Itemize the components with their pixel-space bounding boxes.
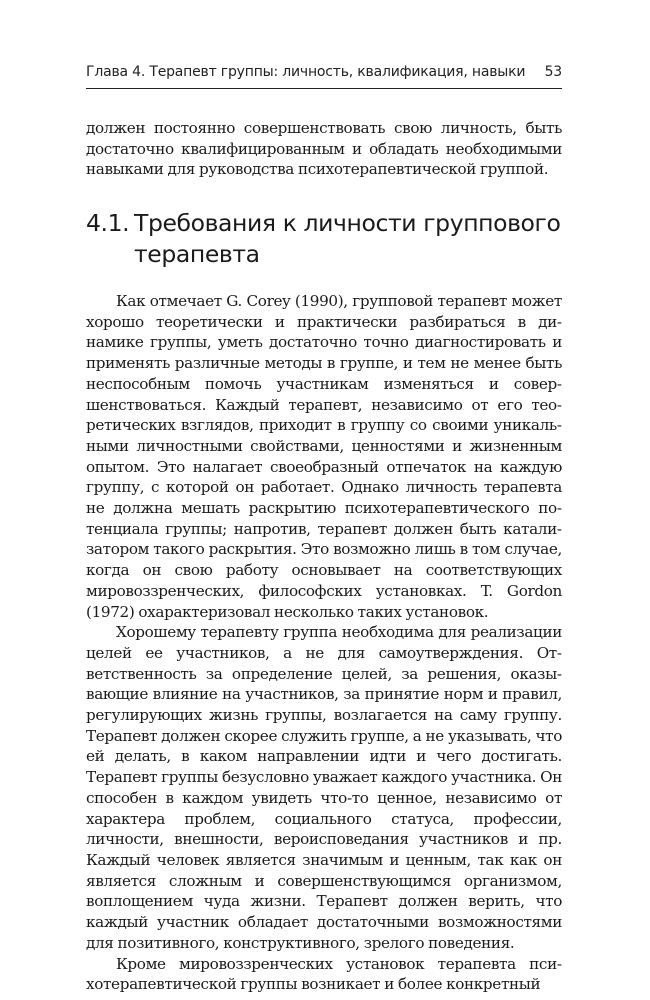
section-title: Требования к личности группового терапевта	[134, 209, 561, 268]
page-number: 53	[544, 64, 562, 80]
paragraph-1: Как отмечает G. Corey (1990), групповой терапевт может хорошо теоретически и практически разбираться в динамике группы, уметь достаточно точно диагностировать и применять различные методы в группе, и тем не менее быть неспособным помочь участникам изменяться и совершенствоваться. Каждый терапевт, независимо от его теоретических взглядов, приходит в группу со своими уникальными личностными свойствами, ценностями и жизненным опытом. Это налагает своеобразный отпечаток на каждую группу, с которой он работает. Однако личность терапевта не должна мешать раскрытию психотерапевтического потенциала группы; напротив, терапевт должен быть катализатором такого раскрытия. Это возможно лишь в том случае, когда он свою работу основывает на соответствующих мировоззренческих, философских установках. T. Gordon (1972) охарактеризовал несколько таких установок.	[86, 292, 562, 621]
lead-paragraph: должен постоянно совершенствовать свою личность, быть достаточно квалифицированным и обладать необходимыми навыками для руководства психотерапевтической группой.	[86, 119, 562, 179]
lead-paragraph-block	[86, 118, 562, 180]
running-header	[86, 62, 562, 89]
book-page	[86, 0, 562, 1000]
body-text	[86, 291, 562, 995]
chapter-title: Глава 4. Терапевт группы: личность, квалификация, навыки	[86, 64, 526, 80]
paragraph-3: Кроме мировоззренческих установок терапевта психотерапевтической группы возникает и более конкретный	[86, 954, 562, 994]
paragraph-2: Хорошему терапевту группа необходима для реализации целей ее участников, а не для самоутверждения. Ответственность за определение целей, за решения, оказывающие влияние на участников, за принятие норм и правил, регулирующих жизнь группы, возлагается на саму группу. Терапевт должен скорее служить группе, а не указывать, что ей делать, в каком направлении идти и чего достигать. Терапевт группы безусловно уважает каждого участника. Он способен в каждом увидеть что-то ценное, независимо от характера проблем, социального статуса, профессии, личности, внешности, вероисповедания участников и пр. Каждый человек является значимым и ценным, так как он является сложным и совершенствующимся организмом, воплощением чуда жизни. Терапевт должен верить, что каждый участник обладает достаточными возможностями для позитивного, конструктивного, зрелого поведения.	[86, 623, 562, 952]
section-number: 4.1.	[86, 209, 130, 237]
